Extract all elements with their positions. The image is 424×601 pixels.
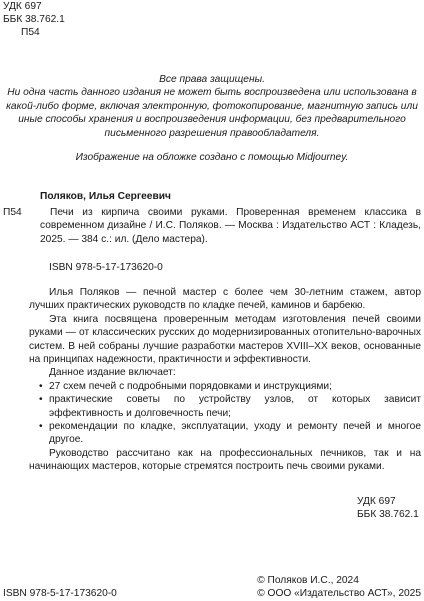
bbk-code: ББК 38.762.1 (3, 14, 65, 26)
annotation-list (29, 380, 421, 447)
annotation-paragraph-1: Илья Поляков — печной мастер с более чем 30-летним стажем, автор лучших практических руководств по кладке печей, каминов и барбекю. (29, 287, 421, 312)
copyright-block (257, 574, 421, 601)
classification-block (3, 0, 65, 40)
annotation (29, 286, 421, 474)
author-heading: Поляков, Илья Сергеевич (40, 191, 171, 202)
copyright-publisher: © ООО «Издательство АСТ», 2025 (257, 588, 421, 600)
classification-block-bottom (357, 495, 419, 522)
bib-isbn: ISBN 978-5-17-173620-0 (49, 262, 163, 273)
rights-heading: Все права защищены. (159, 74, 265, 85)
annotation-paragraph-4: Руководство рассчитано как на профессиональных печников, так и на начинающих мастеров, которые стремятся построить печь своими руками. (29, 447, 421, 473)
list-item: • рекомендации по кладке, эксплуатации, уходу и ремонту печей и многое другое. (29, 420, 421, 447)
list-item: • 27 схем печей с подробными порядовками и инструкциями; (29, 380, 421, 393)
rights-text: Ни одна часть данного издания не может быть воспроизведена или использована в какой-либо форме, включая электронную, фотокопирование, магнитную запись или иные способы хранения и воспроизведения информации, без предварительного письменного разрешения правообладателя. (6, 87, 418, 139)
copyright-author: © Поляков И.С., 2024 (257, 575, 359, 586)
annotation-paragraph-3: Данное издание включает: (49, 367, 176, 379)
udk-code: УДК 697 (3, 1, 42, 12)
rights-notice (4, 73, 420, 140)
list-item: • практические советы по устройству узлов, от которых зависит эффективность и долговечность печи; (29, 393, 421, 420)
udk-code-bottom: УДК 697 (357, 496, 396, 507)
annotation-paragraph-2: Эта книга посвящена проверенным методам изготовления печей своими руками — от классических русских до модернизированных отопительно-варочных систем. В ней собраны лучшие разработки мастеров XVIII–XX веков, основанные на принципах надежности, практичности и эффективности. (29, 313, 421, 366)
footer-isbn: ISBN 978-5-17-173620-0 (3, 588, 117, 599)
bbk-code-bottom: ББК 38.762.1 (357, 509, 419, 521)
author-mark: П54 (21, 27, 40, 39)
bib-code: П54 (3, 207, 22, 218)
bib-description: Печи из кирпича своими руками. Проверенная временем классика в современном дизайне / И.С. Поляков. — Москва : Издательство АСТ : Кладезь, 2025. — 384 с.: ил. (Дело мастера). (40, 207, 421, 245)
cover-note: Изображение на обложке создано с помощью Midjourney. (75, 152, 349, 163)
